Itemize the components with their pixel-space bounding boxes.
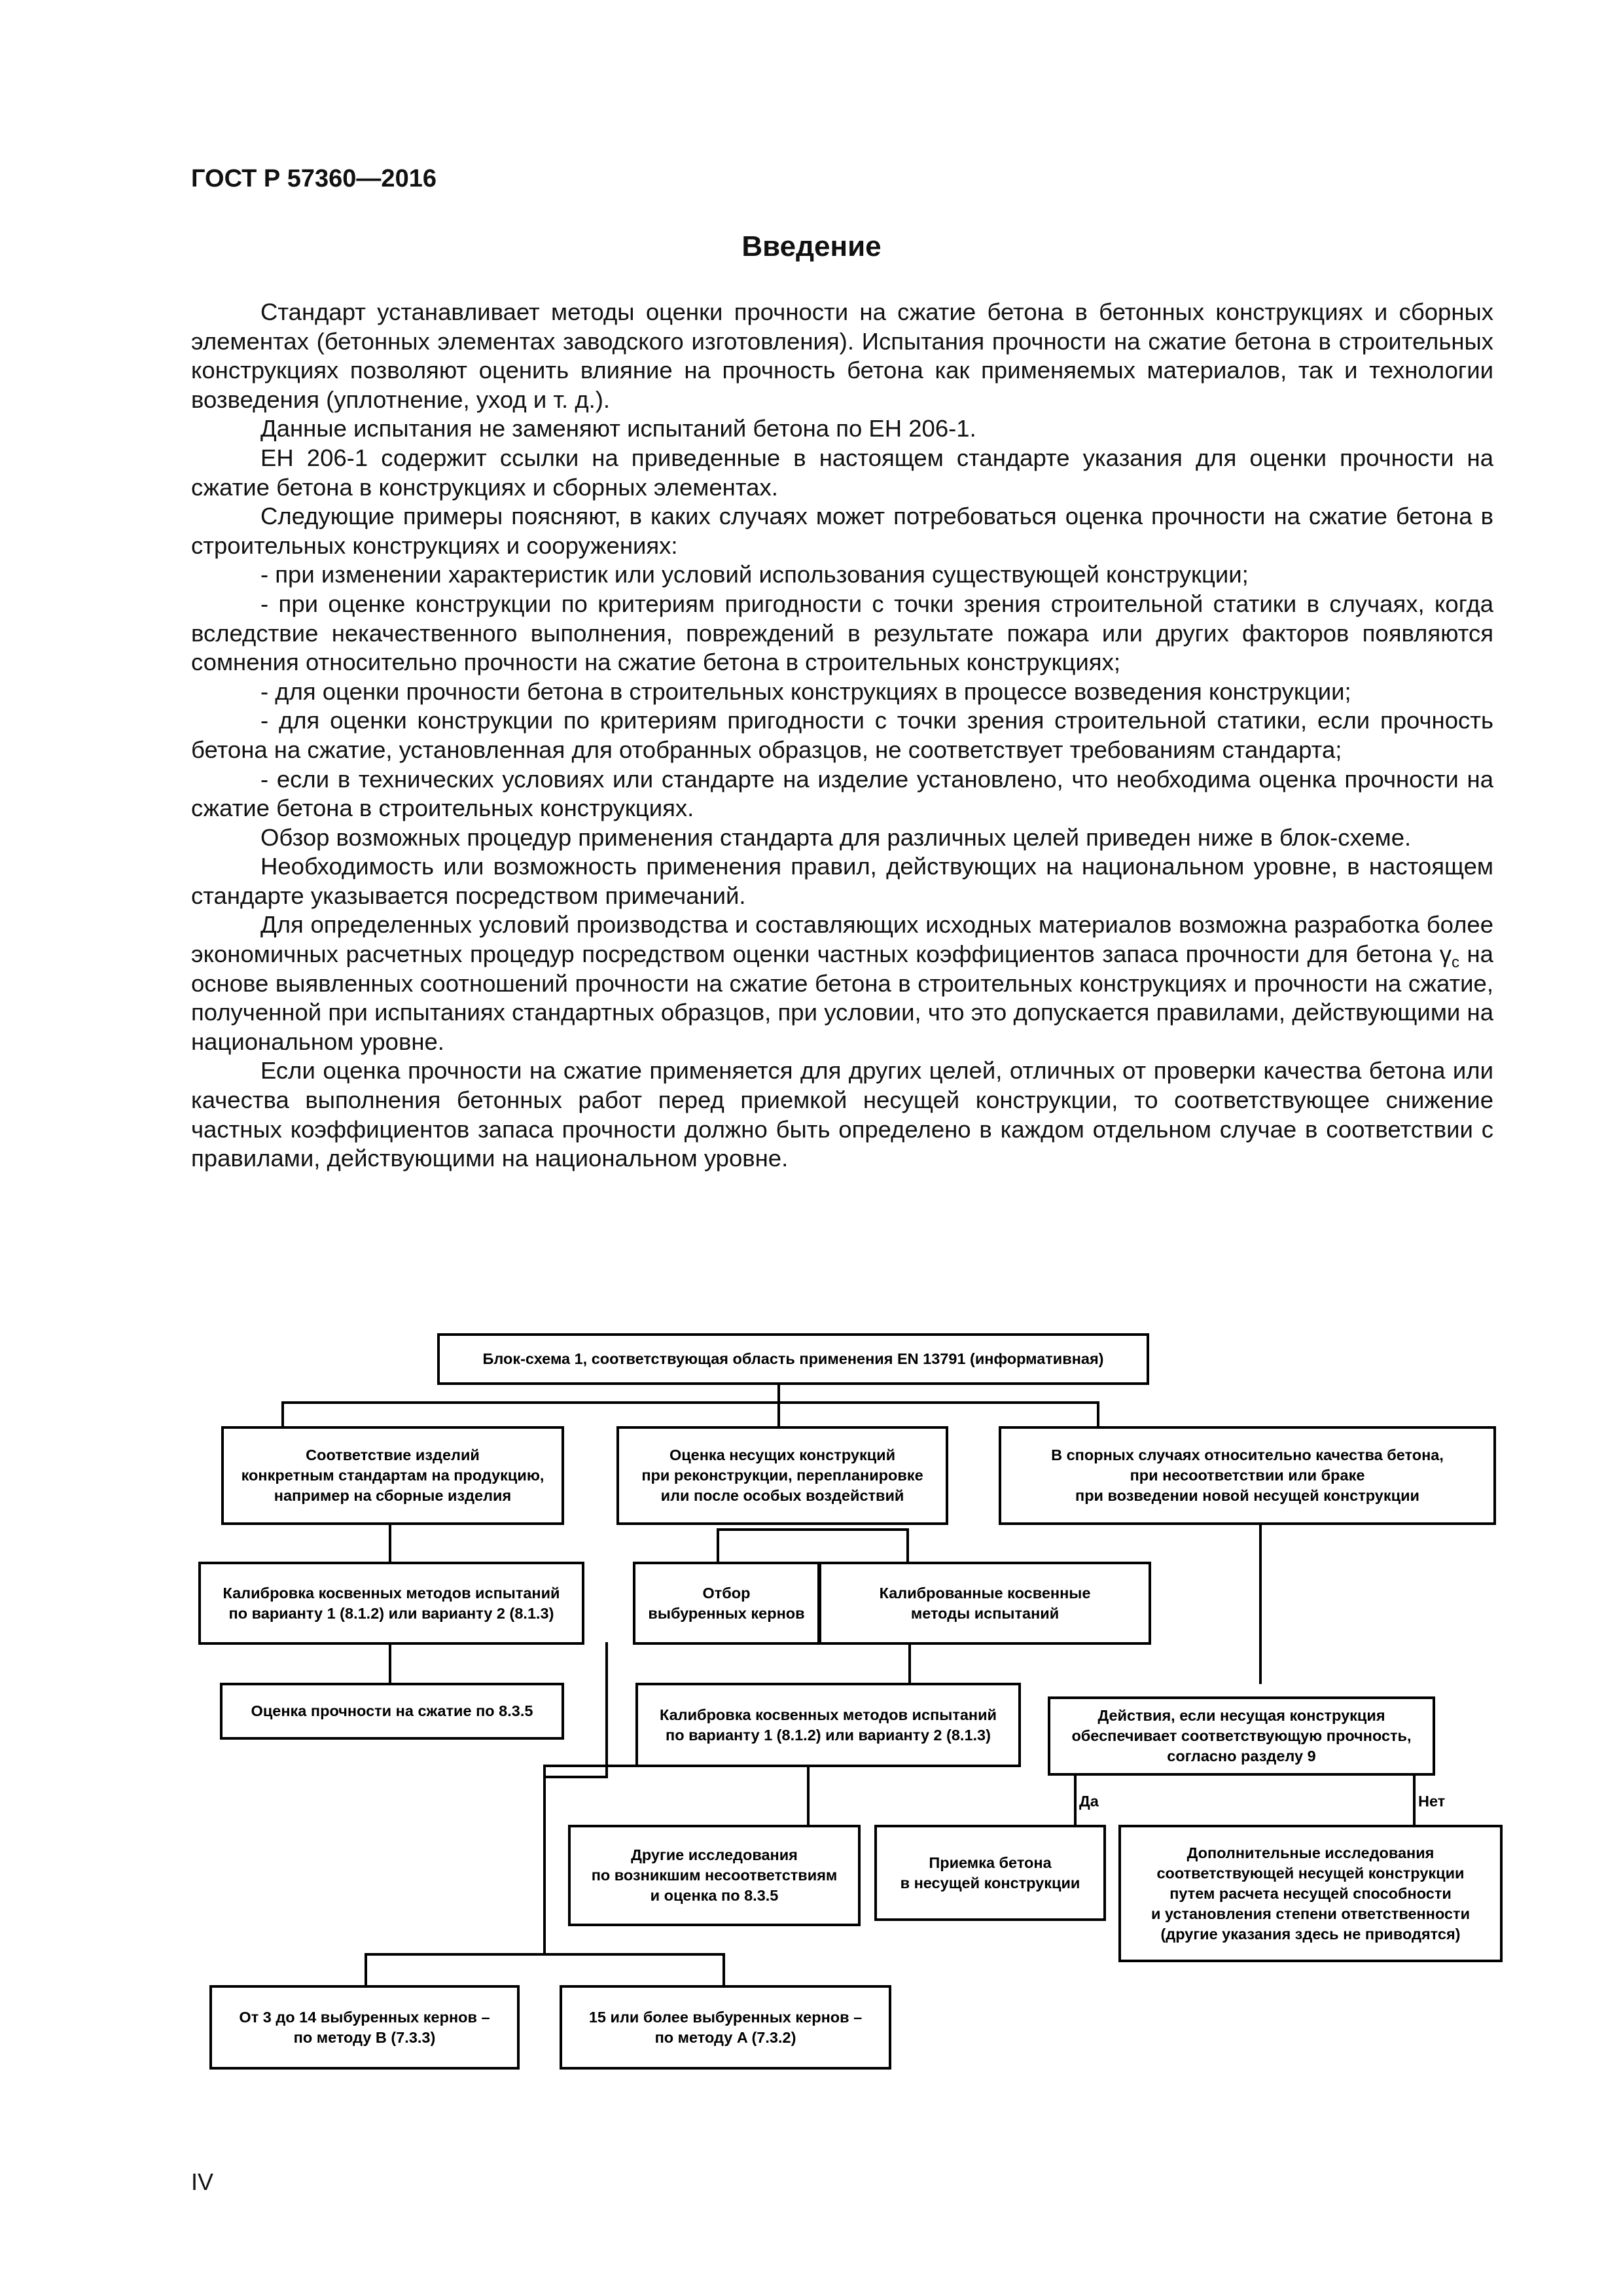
introduction-text: [191, 298, 1493, 1174]
flowchart-title-box: Блок-схема 1, соответствующая область применения EN 13791 (информативная): [437, 1333, 1149, 1385]
connector-line: [365, 1953, 367, 1988]
gamma-text-after: на основе выявленных соотношений прочности на сжатие бетона в строительных конструкциях и прочности на сжатие, полученной при испытаниях стандартных образцов, при условии, что это допускается правилами, действующими на национальном уровне.: [191, 941, 1493, 1055]
calibrated-methods-box: Калиброванные косвенные методы испытаний: [819, 1562, 1151, 1645]
list-item: - для оценки прочности бетона в строительных конструкциях в процессе возведения конструкции;: [260, 677, 1351, 705]
connector-line: [1074, 1773, 1077, 1827]
page-title: Введение: [741, 230, 882, 262]
connector-line: [717, 1528, 909, 1531]
paragraph: ЕН 206-1 содержит ссылки на приведенные в настоящем стандарте указания для оценки прочности на сжатие бетона в конструкциях и сборных элементах.: [191, 444, 1493, 501]
page-number: IV: [191, 2168, 214, 2195]
cores-method-a-box: 15 или более выбуренных кернов – по методу A (7.3.2): [560, 1985, 891, 2070]
connector-line: [281, 1401, 284, 1428]
list-item: - при изменении характеристик или условий использования существующей конструкции;: [260, 561, 1249, 588]
gamma-symbol: γ: [1439, 941, 1452, 968]
connector-line: [1413, 1773, 1416, 1827]
connector-line: [717, 1528, 719, 1564]
connector-line: [543, 1765, 546, 1955]
paragraph: Если оценка прочности на сжатие применяется для других целей, отличных от проверки качества бетона или качества выполнения бетонных работ перед приемкой несущей конструкции, то соответствующее снижение частных коэффициентов запаса прочности должно быть определено в каждом отдельном случае в соответствии с правилами, действующими на национальном уровне.: [191, 1057, 1493, 1172]
connector-line: [1097, 1401, 1099, 1428]
paragraph: Следующие примеры поясняют, в каких случаях может потребоваться оценка прочности на сжатие бетона в строительных конструкциях и сооружениях:: [191, 503, 1493, 559]
document-id-header: ГОСТ Р 57360—2016: [191, 165, 437, 192]
connector-line: [807, 1765, 810, 1827]
paragraph: Стандарт устанавливает методы оценки прочности на сжатие бетона в бетонных конструкциях и сборных элементах (бетонных элементах заводского изготовления). Испытания прочности на сжатие бетона в строительных конструкциях позволяют оценить влияние на прочность бетона как применяемых материалов, так и технологии возведения (уплотнение, уход и т. д.).: [191, 298, 1493, 413]
connector-line: [722, 1953, 725, 1988]
connector-line: [908, 1642, 911, 1685]
structure-assessment-box: Оценка несущих конструкций при реконструкции, перепланировке или после особых воздействий: [616, 1426, 948, 1525]
connector-line: [389, 1642, 391, 1685]
yes-label: Да: [1079, 1793, 1099, 1810]
connector-line: [777, 1401, 780, 1428]
connector-line: [543, 1776, 608, 1778]
cores-method-b-box: От 3 до 14 выбуренных кернов – по методу B (7.3.3): [209, 1985, 520, 2070]
list-item: - при оценке конструкции по критериям пригодности с точки зрения строительной статики в случаях, когда вследствие некачественного выполнения, повреждений в результате пожара или других факторов появляются сомнения относительно прочности на сжатие бетона в строительных конструкциях;: [191, 590, 1493, 676]
list-item: - если в технических условиях или стандарте на изделие установлено, что необходима оценка прочности на сжатие бетона в строительных конструкциях.: [191, 765, 1493, 822]
connector-line: [777, 1382, 780, 1403]
connector-line: [906, 1528, 909, 1564]
connector-line: [281, 1401, 1099, 1404]
strength-evaluation-box: Оценка прочности на сжатие по 8.3.5: [220, 1683, 564, 1740]
concrete-acceptance-box: Приемка бетона в несущей конструкции: [874, 1825, 1106, 1921]
gamma-text-before: Для определенных условий производства и составляющих исходных материалов возможна разработка более экономичных расчетных процедур посредством оценки частных коэффициентов запаса прочности для бетона: [191, 911, 1493, 968]
core-sampling-box: Отбор выбуренных кернов: [633, 1562, 820, 1645]
list-item: - для оценки конструкции по критериям пригодности с точки зрения строительной статики, если прочность бетона на сжатие, установленная для отобранных образцов, не соответствует требованиям стандарта;: [191, 707, 1493, 763]
disputes-box: В спорных случаях относительно качества бетона, при несоответствии или браке при возведении новой несущей конструкции: [999, 1426, 1496, 1525]
paragraph: Обзор возможных процедур применения стандарта для различных целей приведен ниже в блок-схеме.: [260, 823, 1412, 851]
paragraph-gamma: [191, 910, 1493, 1056]
other-studies-box: Другие исследования по возникшим несоответствиям и оценка по 8.3.5: [568, 1825, 861, 1926]
gamma-subscript: c: [1451, 954, 1459, 972]
additional-studies-box: Дополнительные исследования соответствующей несущей конструкции путем расчета несущей способности и установления степени ответственности (другие указания здесь не приводятся): [1118, 1825, 1503, 1962]
calibration-box-middle: Калибровка косвенных методов испытаний по варианту 1 (8.1.2) или варианту 2 (8.1.3): [635, 1683, 1021, 1767]
connector-line: [1259, 1522, 1262, 1684]
paragraph: Данные испытания не заменяют испытаний бетона по ЕН 206-1.: [260, 415, 976, 442]
connector-line: [389, 1522, 391, 1564]
no-label: Нет: [1418, 1793, 1446, 1810]
calibration-box-left: Калибровка косвенных методов испытаний по варианту 1 (8.1.2) или варианту 2 (8.1.3): [198, 1562, 584, 1645]
connector-line: [365, 1953, 725, 1956]
conformity-box: Соответствие изделий конкретным стандартам на продукцию, например на сборные изделия: [221, 1426, 564, 1525]
paragraph: Необходимость или возможность применения правил, действующих на национальном уровне, в настоящем стандарте указывается посредством примечаний.: [191, 853, 1493, 909]
connector-line: [605, 1642, 608, 1778]
actions-box: Действия, если несущая конструкция обеспечивает соответствующую прочность, согласно разделу 9: [1048, 1696, 1435, 1776]
